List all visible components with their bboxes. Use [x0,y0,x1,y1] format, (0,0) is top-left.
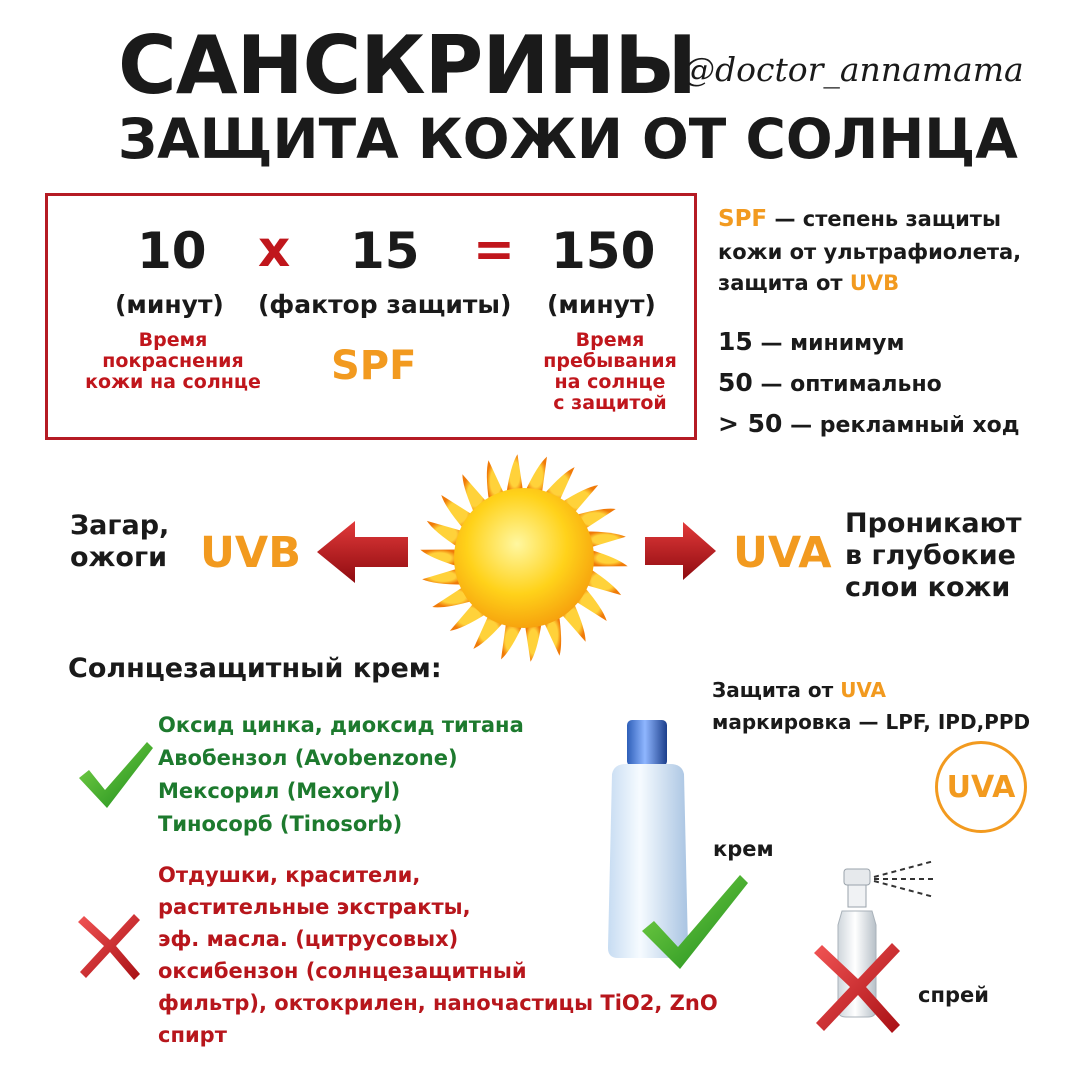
formula-result-value: 150 [551,222,656,280]
spf-rating-row: 50 — оптимально [718,368,942,397]
spf-label: SPF [331,343,417,389]
uvb-label: UVB [200,528,301,578]
arrow-right-icon [643,520,718,582]
cross-icon [78,912,142,982]
list-item: фильтр), октокрилен, наночастицы TiO2, ZnO [158,991,718,1015]
redness-time-note: Время покраснения кожи на солнце [85,329,261,393]
page-title: САНСКРИНЫ [118,19,697,112]
list-item: Отдушки, красители, [158,863,421,887]
list-item: Тиносорб (Tinosorb) [158,812,403,836]
spf-description: SPF — степень защиты кожи от ультрафиолета, защита от UVB [718,206,1022,295]
list-item: растительные экстракты, [158,895,471,919]
list-item: спирт [158,1023,227,1047]
formula-minutes-value: 10 [137,222,207,280]
check-icon [75,738,155,813]
list-item: Авобензол (Avobenzone) [158,746,458,770]
protected-time-note: Время пребывания на солнце с защитой [543,329,677,414]
uva-label: UVA [733,528,832,578]
page-subtitle: ЗАЩИТА КОЖИ ОТ СОЛНЦА [118,107,1018,171]
arrow-left-icon [315,519,410,585]
formula-result-unit: (минут) [547,290,656,319]
cream-heading: Солнцезащитный крем: [68,653,442,684]
spf-rating-row: > 50 — рекламный ход [718,409,1020,438]
uva-protection-text: Защита от UVA маркировка — LPF, IPD,PPD [712,678,1031,734]
uvb-effect: Загар, ожоги [70,510,170,573]
good-ingredients-list [158,709,524,841]
cream-label: крем [713,837,774,861]
formula-minutes-unit: (минут) [115,290,224,319]
uva-badge: UVA [935,741,1027,833]
sun-ray [589,549,627,566]
cream-check-icon [640,873,750,973]
formula-factor-unit: (фактор защиты) [258,290,512,319]
sun-ray [420,549,458,566]
list-item: Оксид цинка, диоксид титана [158,713,524,737]
spf-rating-row: 15 — минимум [718,327,905,356]
formula-factor-value: 15 [350,222,420,280]
uva-effect: Проникают в глубокие слои кожи [845,508,1022,603]
spray-label: спрей [918,983,989,1007]
list-item: эф. масла. (цитрусовых) [158,927,459,951]
list-item: оксибензон (солнцезащитный [158,959,527,983]
author-handle: @doctor_annamama [682,50,1024,89]
list-item: Мексорил (Mexoryl) [158,779,401,803]
sun-icon [418,452,630,664]
formula-multiply: x [258,220,291,278]
spray-cross-icon [814,941,902,1035]
spf-ratings [718,323,1020,446]
formula-equals: = [473,220,515,278]
